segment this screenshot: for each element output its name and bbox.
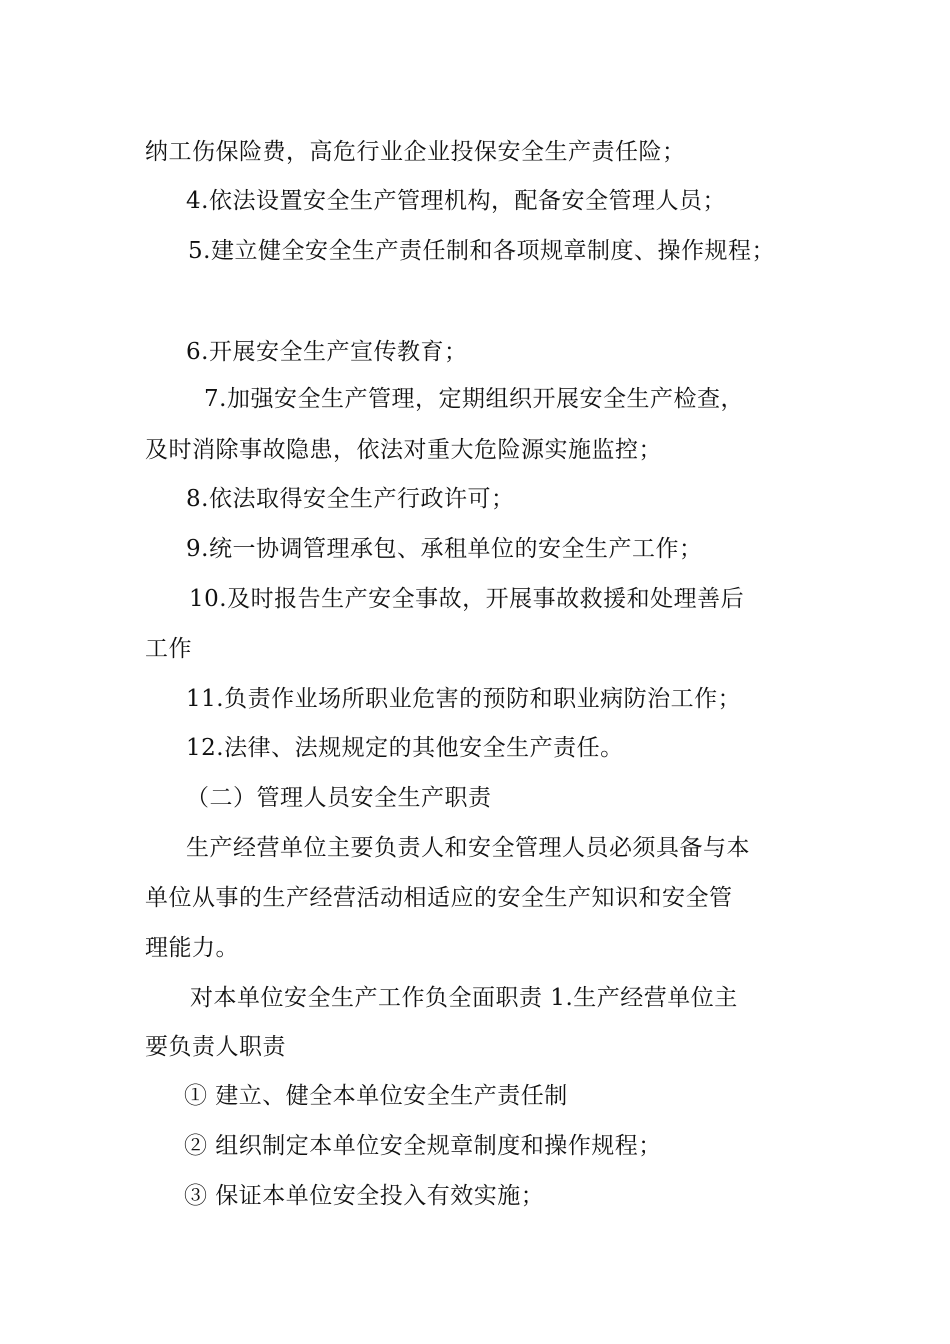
text-line: ③ 保证本单位安全投入有效实施； [184, 1183, 545, 1209]
text-line: 生产经营单位主要负责人和安全管理人员必须具备与本 [186, 835, 750, 861]
text-line: 11.负责作业场所职业危害的预防和职业病防治工作； [186, 686, 742, 712]
text-line: 4.依法设置安全生产管理机构，配备安全管理人员； [186, 188, 726, 214]
text-line: 理能力。 [145, 935, 239, 961]
text-line: 9.统一协调管理承包、承租单位的安全生产工作； [186, 536, 703, 562]
text-line: 单位从事的生产经营活动相适应的安全生产知识和安全管 [145, 885, 733, 911]
text-line: 工作 [145, 636, 192, 662]
text-line: 要负责人职责 [145, 1034, 286, 1060]
section-heading: （二）管理人员安全生产职责 [186, 785, 492, 811]
text-line: 对本单位安全生产工作负全面职责 1.生产经营单位主 [190, 985, 738, 1011]
text-line: 12.法律、法规规定的其他安全生产责任。 [186, 735, 624, 761]
text-line: 6.开展安全生产宣传教育； [186, 339, 468, 365]
text-line: 及时消除事故隐患，依法对重大危险源实施监控； [145, 437, 662, 463]
text-line: 7.加强安全生产管理，定期组织开展安全生产检查， [204, 386, 744, 412]
text-line: ① 建立、健全本单位安全生产责任制 [184, 1083, 568, 1109]
text-line: 8.依法取得安全生产行政许可； [186, 486, 515, 512]
text-line: ② 组织制定本单位安全规章制度和操作规程； [184, 1133, 662, 1159]
text-line: 5.建立健全安全生产责任制和各项规章制度、操作规程； [188, 238, 775, 264]
text-line: 纳工伤保险费，高危行业企业投保安全生产责任险； [145, 139, 686, 165]
text-line: 10.及时报告生产安全事故，开展事故救援和处理善后 [189, 586, 745, 612]
